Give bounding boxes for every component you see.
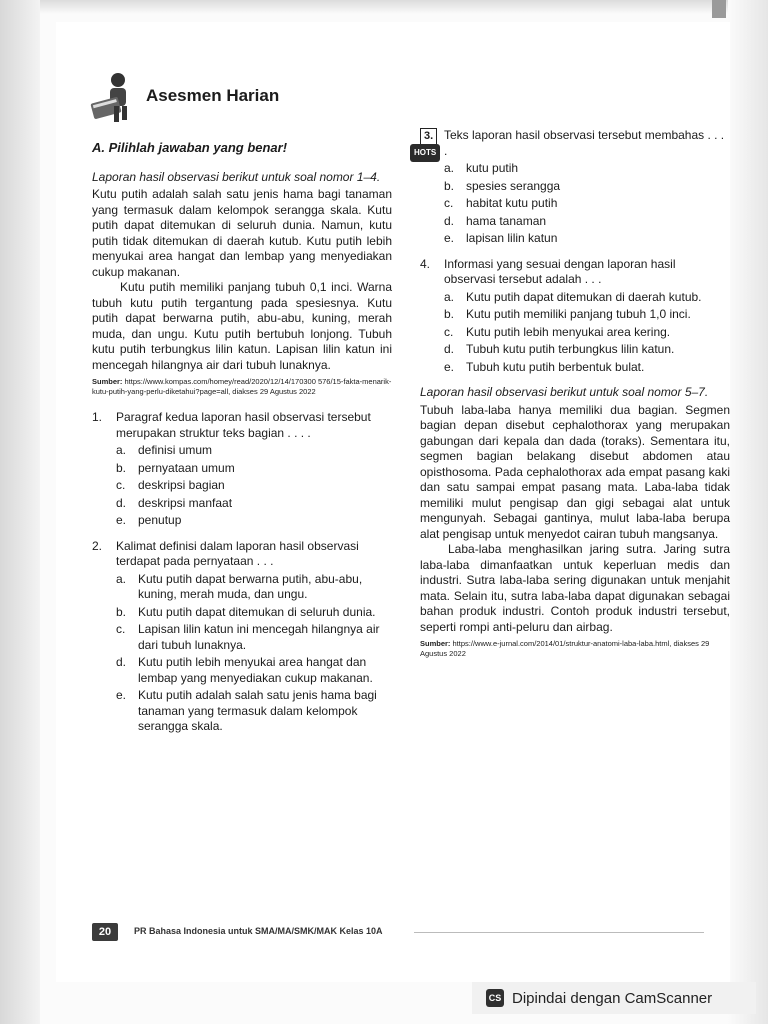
source-text: https://www.e-jurnal.com/2014/01/struktur-anatomi-laba-laba.html, diakses 29 Agustus 2022 [420, 639, 710, 658]
camscanner-logo-icon: CS [486, 989, 504, 1007]
option-text: spesies serangga [466, 178, 561, 193]
reading-paragraph-3: Tubuh laba-laba hanya memiliki dua bagian. Segmen bagian depan disebut cephalothorax yang merupakan gabungan dari kepala dan dada (toraks). Sementara itu, segmen bagian belakang disebut abdomen atau opisthosoma. Pada cephalothorax ada empat pasang kaki dan satu sampai empat pasang mata. Laba-laba tidak memiliki mulut pengisap dan gigi sebagai alat untuk mengunyah. Sebagai gantinya, mulut laba-laba berupa alat pengisap untuk menyedot cairan tubuh mangsanya. [420, 402, 730, 541]
question-number: 1. [92, 410, 103, 424]
option-letter: a. [116, 571, 127, 586]
scan-shadow-left [0, 0, 40, 1024]
option-letter: e. [444, 231, 455, 245]
option-text: kutu putih [466, 161, 519, 175]
option-d[interactable] [116, 655, 392, 686]
option-text: lapisan lilin katun [466, 231, 558, 245]
option-letter: c. [116, 478, 126, 492]
option-c[interactable] [116, 478, 392, 494]
option-text: Kutu putih adalah salah satu jenis hama bagi tanaman yang termasuk dalam kelompok serangga skala. [138, 688, 377, 733]
question-2 [92, 539, 392, 735]
option-letter: d. [444, 213, 455, 228]
option-text: Kutu putih memiliki panjang tubuh 1,0 inci. [466, 307, 691, 321]
option-text: Kutu putih lebih menyukai area kering. [466, 324, 671, 339]
option-text: Kutu putih dapat ditemukan di daerah kutub. [466, 289, 702, 304]
reading-intro-1: Laporan hasil observasi berikut untuk soal nomor 1–4. [92, 169, 381, 184]
option-b[interactable] [444, 179, 730, 195]
reading-paragraph-1: Kutu putih adalah salah satu jenis hama bagi tanaman yang termasuk dalam kelompok serangga skala. Kutu putih dapat ditemukan di seluruh dunia. Namun, kutu putih tidak ditemukan di daerah kutub. Kutu putih lebih menyukai area hangat dan lembap yang menyediakan cukup makanan. [92, 187, 392, 279]
question-4 [420, 257, 730, 376]
source-label: Sumber: [92, 377, 123, 386]
option-d[interactable] [116, 496, 392, 512]
option-letter: a. [116, 443, 127, 457]
source-citation-2 [420, 639, 730, 658]
option-text: Tubuh kutu putih terbungkus lilin katun. [466, 342, 675, 356]
footer-divider [414, 932, 704, 933]
reading-paragraph-4: Laba-laba menghasilkan jaring sutra. Jaring sutra laba-laba dimanfaatkan untuk keperluan medis dan industri. Sutra laba-laba sering digunakan untuk menjahit mata. Selain itu, sutra laba-laba dapat digunakan sebagai bahan produk industri. Contoh produk industri tersebut, seperti rompi anti-peluru dan airbag. [420, 542, 730, 634]
option-text: Tubuh kutu putih berbentuk bulat. [466, 359, 645, 374]
question-number: 4. [420, 256, 431, 271]
option-letter: e. [116, 513, 127, 527]
right-column [414, 128, 730, 672]
left-column [92, 140, 392, 745]
option-text: hama tanaman [466, 213, 547, 228]
option-a[interactable] [116, 572, 392, 603]
option-letter: d. [116, 495, 127, 510]
camscanner-text: Dipindai dengan CamScanner [512, 989, 713, 1007]
option-letter: c. [444, 324, 454, 339]
option-d[interactable] [444, 342, 730, 358]
question-text: Kalimat definisi dalam laporan hasil observasi terdapat pada pernyataan . . . [116, 538, 359, 568]
option-letter: b. [116, 460, 127, 475]
option-letter: a. [444, 289, 455, 304]
option-letter: d. [116, 655, 127, 669]
option-letter: e. [444, 359, 455, 374]
option-text: Kutu putih dapat berwarna putih, abu-abu, kuning, merah muda, dan ungu. [138, 571, 363, 601]
option-a[interactable] [116, 443, 392, 459]
option-a[interactable] [444, 161, 730, 177]
option-text: definisi umum [138, 443, 213, 457]
student-reading-icon [88, 70, 136, 124]
option-e[interactable] [116, 513, 392, 529]
option-c[interactable] [444, 325, 730, 341]
question-number: 2. [92, 538, 103, 553]
reading-paragraph-2: Kutu putih memiliki panjang tubuh 0,1 inci. Warna tubuh kutu putih tergantung pada spesiesnya. Kutu putih dapat berwarna putih, abu-abu, kuning, merah muda, dan ungu. Kutu putih bertubuh lonjong. Tubuh kutu putih terbungkus lilin katun. Lapisan lilin katun ini mencegah hilangnya air dari tubuh lunaknya. [92, 280, 392, 372]
option-letter: b. [444, 178, 455, 193]
option-letter: e. [116, 688, 127, 702]
option-e[interactable] [444, 231, 730, 247]
source-citation-1 [92, 377, 392, 396]
option-c[interactable] [444, 196, 730, 212]
scan-shadow-right [728, 0, 768, 1024]
option-text: Lapisan lilin katun ini mencegah hilangnya air dari tubuh lunaknya. [138, 622, 380, 652]
option-letter: b. [444, 307, 455, 321]
hots-badge: HOTS [410, 144, 440, 162]
page-number: 20 [92, 923, 118, 941]
option-text: deskripsi manfaat [138, 495, 233, 510]
option-a[interactable] [444, 290, 730, 306]
source-label: Sumber: [420, 639, 451, 648]
question-3 [414, 128, 730, 247]
camscanner-watermark [472, 982, 756, 1014]
option-b[interactable] [444, 307, 730, 323]
page-tab-marker [712, 0, 726, 18]
option-letter: b. [116, 604, 127, 619]
scan-shadow-top [40, 0, 740, 14]
page-title: Asesmen Harian [146, 86, 280, 105]
option-letter: c. [444, 196, 454, 210]
option-text: pernyataan umum [138, 460, 235, 475]
question-text: Informasi yang sesuai dengan laporan hasil observasi tersebut adalah . . . [444, 256, 676, 286]
question-text: Paragraf kedua laporan hasil observasi tersebut merupakan struktur teks bagian . . . . [116, 410, 371, 440]
reading-intro-2: Laporan hasil observasi berikut untuk soal nomor 5–7. [420, 385, 709, 399]
question-text: Teks laporan hasil observasi tersebut membahas . . . . [444, 128, 725, 158]
option-letter: d. [444, 342, 455, 356]
option-letter: c. [116, 622, 126, 636]
source-text: https://www.kompas.com/homey/read/2020/12/14/170300 576/15-fakta-menarik-kutu-putih-yang-perlu-diketahui?page=all, diakses 29 Agustus 2022 [92, 377, 392, 396]
option-text: Kutu putih dapat ditemukan di seluruh dunia. [138, 604, 376, 619]
option-text: habitat kutu putih [466, 196, 558, 210]
question-1 [92, 410, 392, 529]
option-d[interactable] [444, 214, 730, 230]
footer-book-title: PR Bahasa Indonesia untuk SMA/MA/SMK/MAK Kelas 10A [134, 926, 383, 936]
option-e[interactable] [116, 688, 392, 735]
option-c[interactable] [116, 622, 392, 653]
option-b[interactable] [116, 461, 392, 477]
option-e[interactable] [444, 360, 730, 376]
option-text: Kutu putih lebih menyukai area hangat dan lembap yang menyediakan cukup makanan. [138, 655, 373, 685]
option-text: deskripsi bagian [138, 478, 225, 492]
option-letter: a. [444, 161, 455, 175]
option-text: penutup [138, 513, 182, 527]
question-number: 3. [420, 128, 437, 146]
section-heading: A. Pilihlah jawaban yang benar! [92, 140, 288, 155]
option-b[interactable] [116, 605, 392, 621]
